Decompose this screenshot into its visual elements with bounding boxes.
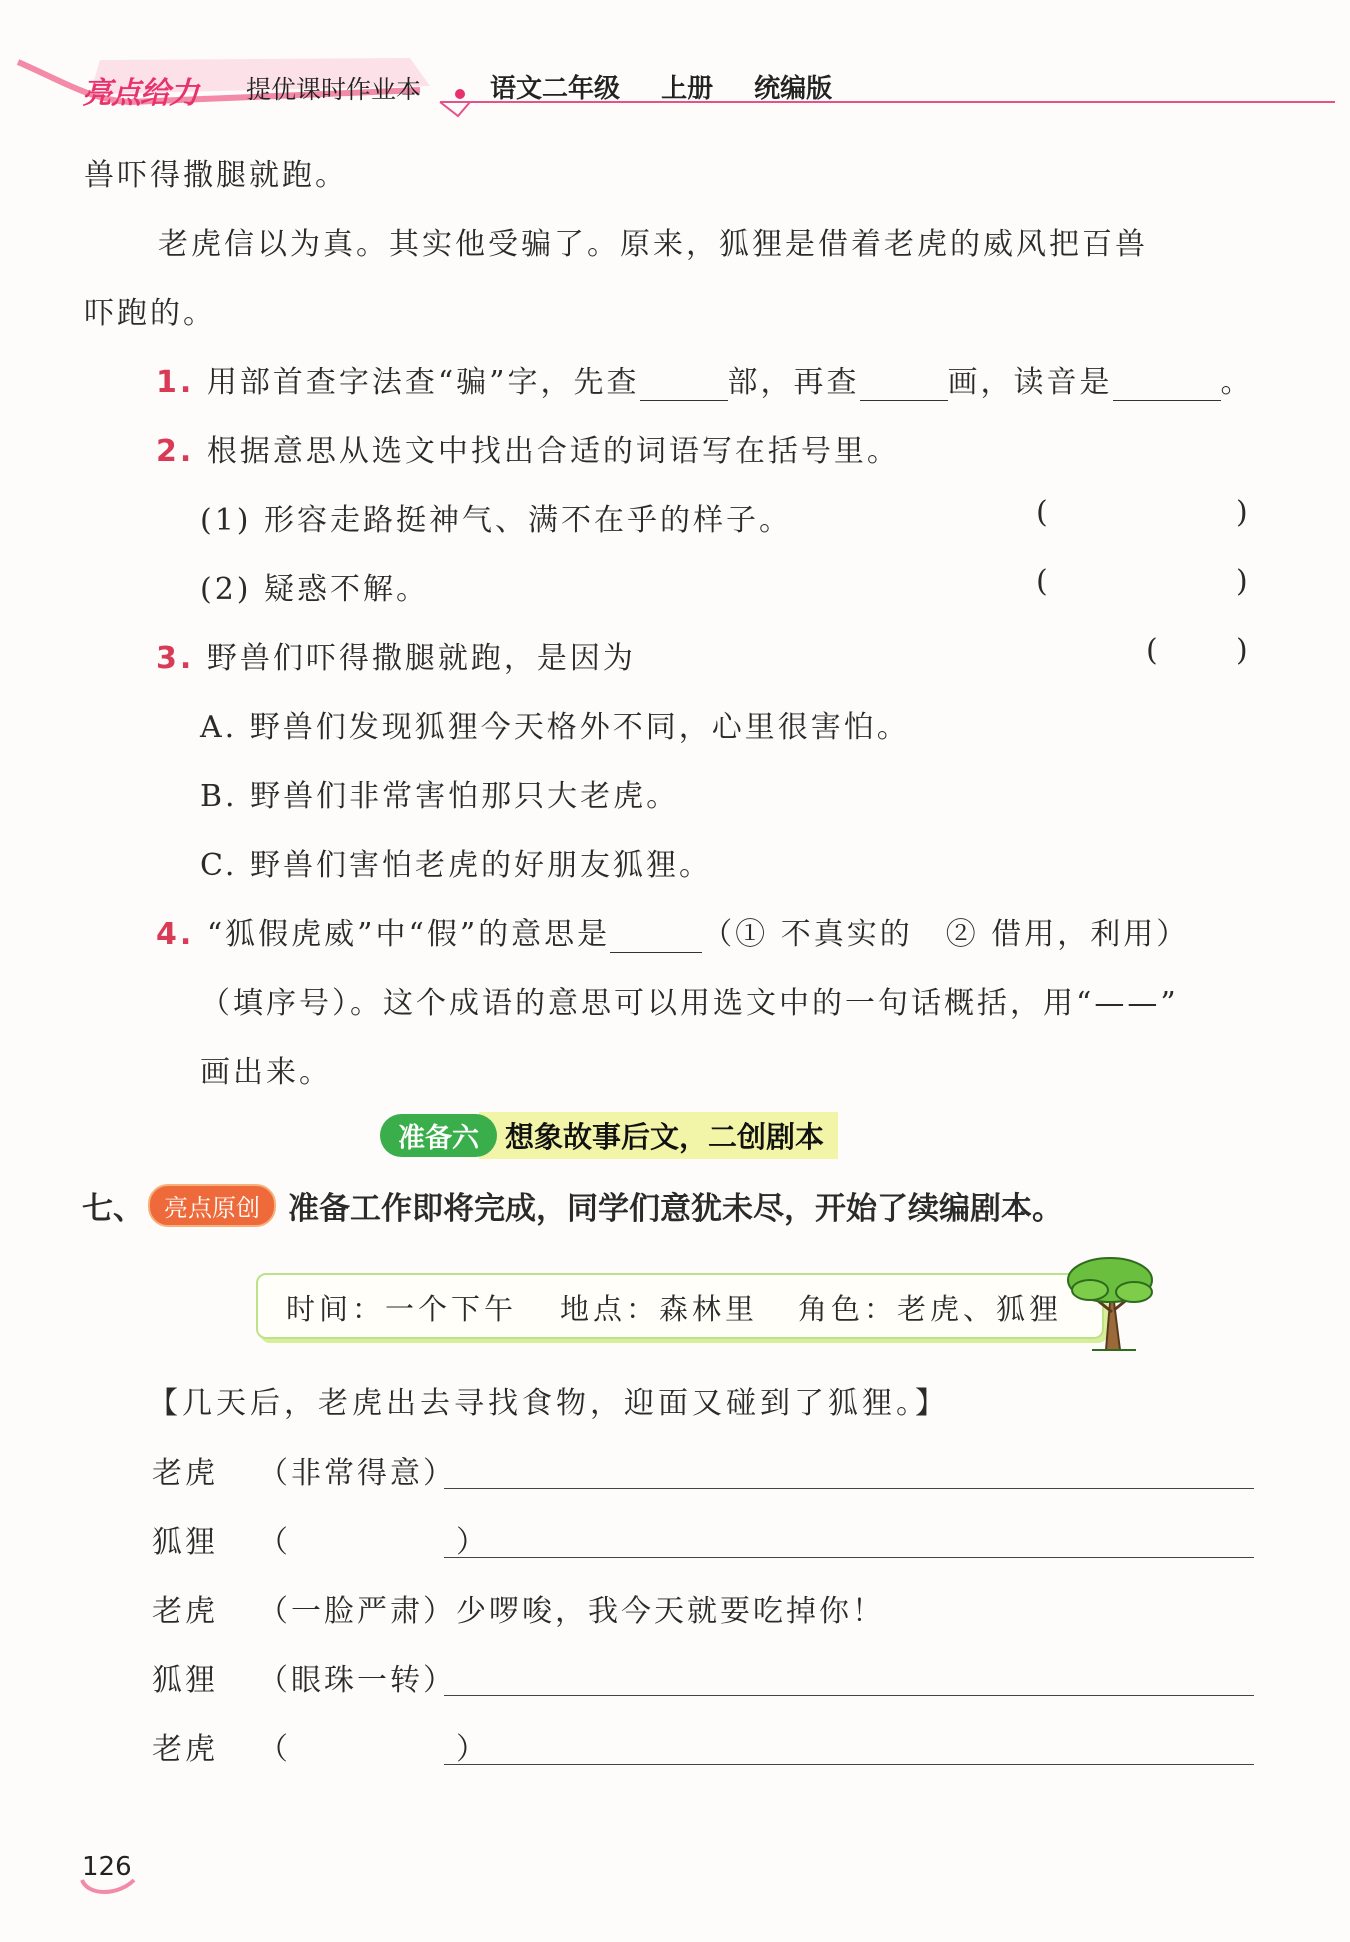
answer-paren-open[interactable]: (: [1036, 564, 1048, 599]
stage-note: （一脸严肃）: [258, 1594, 456, 1629]
question-7: [82, 1183, 1063, 1228]
stage-note-with-speech: [258, 1586, 885, 1630]
brand-logo: 亮点给力: [82, 76, 198, 111]
q7-text: 准备工作即将完成，同学们意犹未尽，开始了续编剧本。: [288, 1191, 1063, 1227]
section-title: 想象故事后文，二创剧本: [479, 1112, 838, 1159]
passage-line-3: 吓跑的。: [84, 296, 216, 331]
answer-line[interactable]: [444, 1488, 1254, 1489]
question-number: 七、: [82, 1191, 144, 1227]
q1-text-1: 用部首查字法查“骗”字，先查: [206, 365, 640, 400]
page-number: 126: [82, 1852, 132, 1882]
role-tiger: 老虎: [152, 1594, 218, 1629]
q4-options: （① 不真实的 ② 借用，利用）: [702, 917, 1190, 952]
q3-option-c[interactable]: C. 野兽们害怕老虎的好朋友狐狸。: [200, 848, 712, 883]
pinyin-blank[interactable]: [1113, 370, 1221, 401]
info-place: 地点：森林里: [560, 1292, 759, 1326]
q2-item-1: (1) 形容走路挺神气、满不在乎的样子。: [200, 503, 793, 538]
stage-note-blank[interactable]: （ ）: [258, 1525, 489, 1560]
page-header: [0, 50, 1350, 130]
answer-paren-close: ): [1236, 633, 1248, 668]
answer-paren-close: ): [1236, 495, 1248, 530]
book-info: [490, 68, 864, 105]
q2-text: 根据意思从选文中找出合适的词语写在括号里。: [206, 434, 900, 469]
answer-paren-close: ): [1236, 564, 1248, 599]
info-time: 时间：一个下午: [286, 1292, 518, 1326]
answer-line[interactable]: [444, 1695, 1254, 1696]
role-tiger: 老虎: [152, 1732, 218, 1767]
stage-note: （眼珠一转）: [258, 1663, 456, 1698]
q4-line-2: （填序号）。这个成语的意思可以用选文中的一句话概括，用“——”: [200, 986, 1179, 1021]
question-1: [156, 357, 1254, 401]
subject-grade: 语文二年级: [490, 74, 621, 104]
edition: 统编版: [754, 74, 833, 104]
answer-line[interactable]: [444, 1764, 1254, 1765]
q1-end: 。: [1220, 365, 1254, 400]
section-tag: 准备六: [380, 1114, 497, 1157]
volume: 上册: [661, 74, 714, 104]
info-roles: 角色：老虎、狐狸: [798, 1292, 1063, 1326]
role-fox: 狐狸: [152, 1525, 218, 1560]
q1-text-3: 画，读音是: [947, 365, 1113, 400]
original-badge: 亮点原创: [148, 1184, 276, 1227]
question-number: 4.: [156, 917, 195, 952]
q4-text-1: “狐假虎威”中“假”的意思是: [206, 917, 611, 952]
tiger-speech: 少啰唆，我今天就要吃掉你！: [456, 1594, 885, 1629]
q3-option-a[interactable]: A. 野兽们发现狐狸今天格外不同，心里很害怕。: [200, 710, 910, 745]
section-banner: [380, 1115, 838, 1155]
question-3: [156, 633, 636, 677]
question-number: 1.: [156, 365, 195, 400]
stage-note: （非常得意）: [258, 1456, 456, 1491]
meaning-blank[interactable]: [610, 922, 702, 953]
q4-line-3: 画出来。: [200, 1055, 332, 1090]
script-info-box: [256, 1273, 1104, 1339]
answer-line[interactable]: [444, 1557, 1254, 1558]
q2-item-2: (2) 疑惑不解。: [200, 572, 430, 607]
stage-note-blank[interactable]: （ ）: [258, 1732, 489, 1767]
question-number: 3.: [156, 641, 195, 676]
role-tiger: 老虎: [152, 1456, 218, 1491]
q3-option-b[interactable]: B. 野兽们非常害怕那只大老虎。: [200, 779, 680, 814]
role-fox: 狐狸: [152, 1663, 218, 1698]
question-4: [156, 909, 1189, 953]
answer-paren-open[interactable]: (: [1036, 495, 1048, 530]
brand-subtitle: 提优课时作业本: [246, 75, 422, 104]
tree-icon: [1062, 1252, 1158, 1352]
passage-line-1: 兽吓得撒腿就跑。: [84, 158, 348, 193]
question-2: [156, 426, 900, 470]
q3-text: 野兽们吓得撒腿就跑，是因为: [206, 641, 636, 676]
question-number: 2.: [156, 434, 195, 469]
radical-blank[interactable]: [640, 370, 728, 401]
passage-line-2: 老虎信以为真。其实他受骗了。原来，狐狸是借着老虎的威风把百兽: [158, 227, 1148, 262]
answer-paren-open[interactable]: (: [1146, 633, 1158, 668]
q1-text-2: 部，再查: [727, 365, 860, 400]
stage-direction: 【几天后，老虎出去寻找食物，迎面又碰到了狐狸。】: [148, 1386, 949, 1421]
stroke-count-blank[interactable]: [860, 370, 948, 401]
